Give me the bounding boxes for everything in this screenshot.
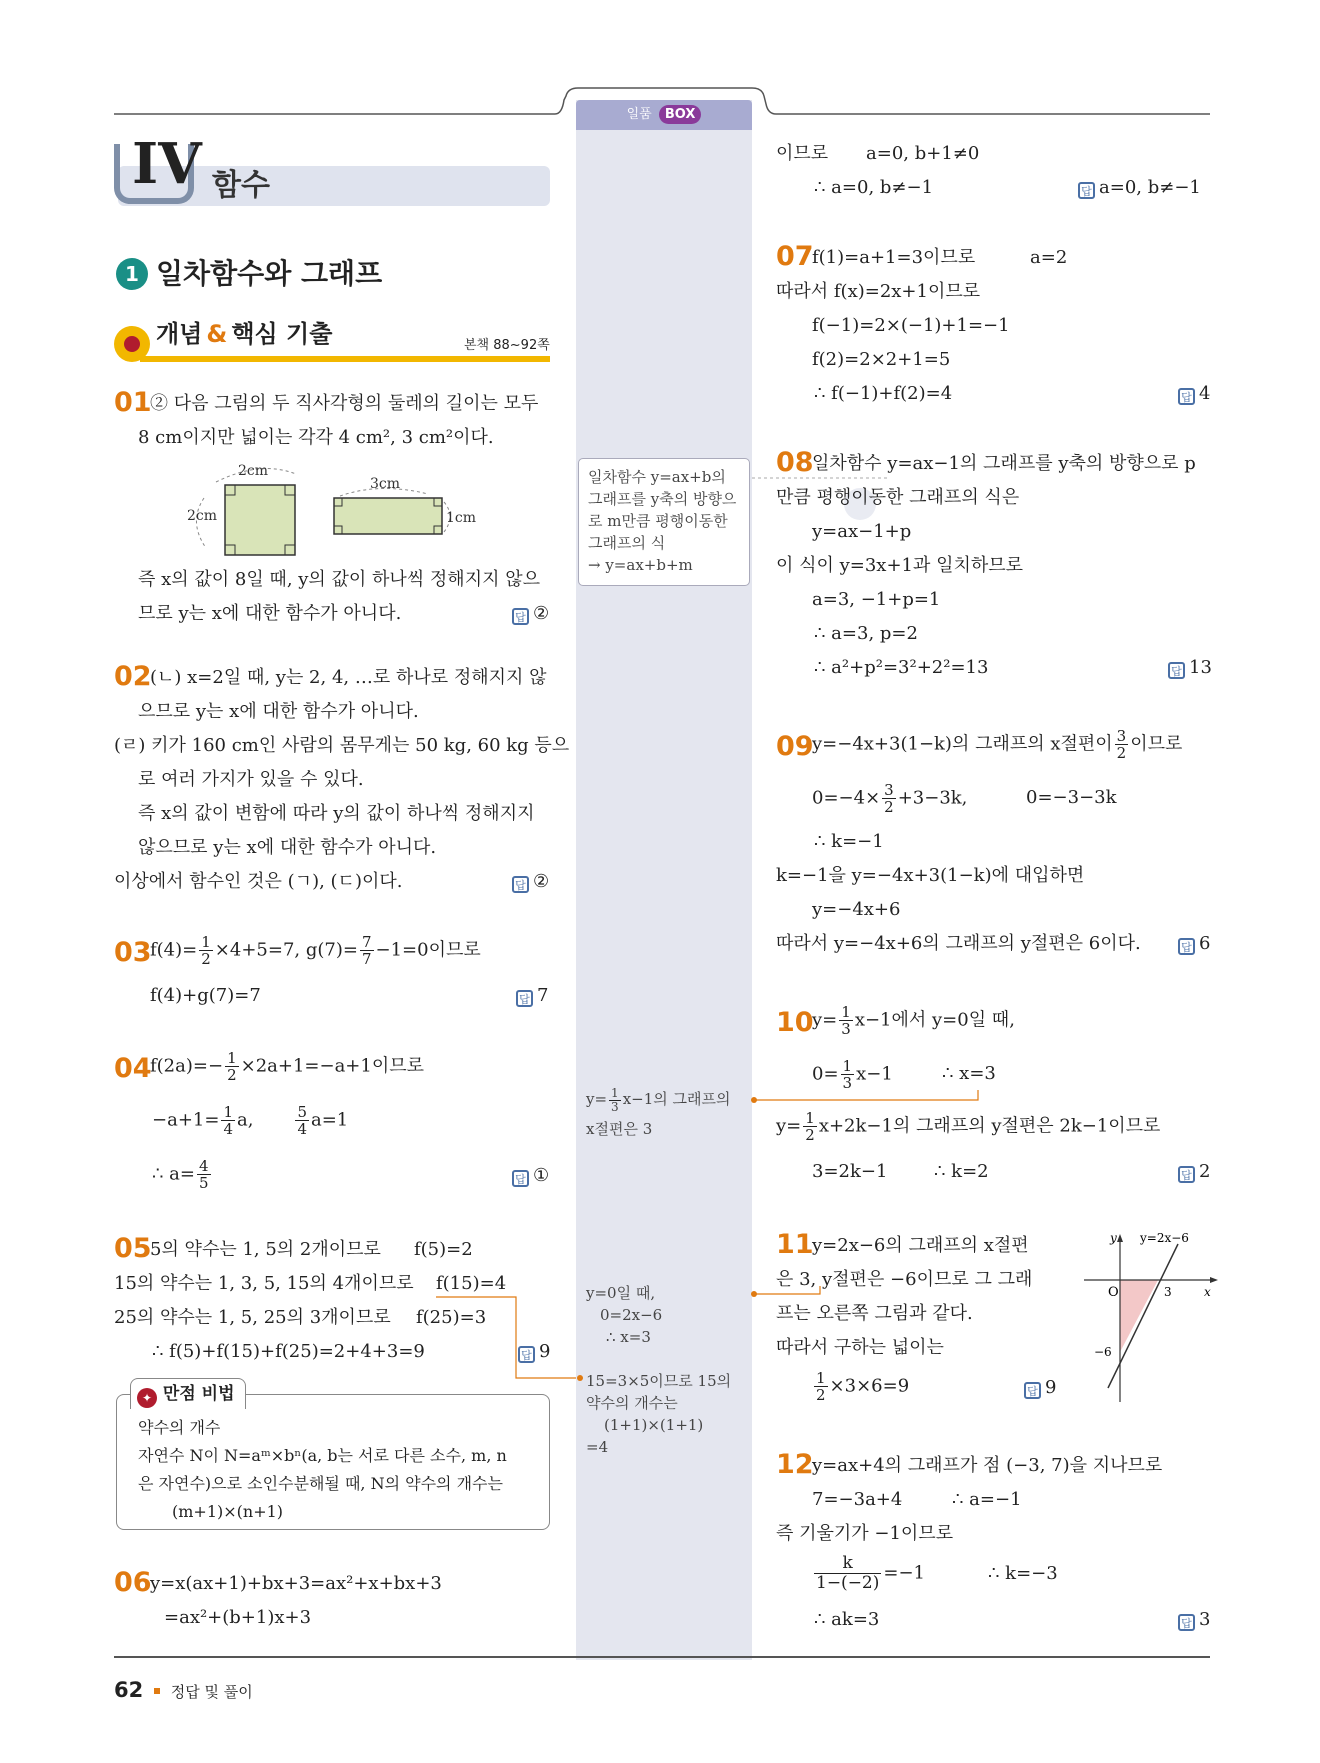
p03-line1: f(4)= $\frac{1}{2}$ ×4+5=7, g(7)= $\frac{7}{7}$ −1=0이므로 <box>150 933 481 968</box>
p10-line4b: ∴ k=2 <box>934 1161 989 1182</box>
graph-x-label: x <box>1204 1285 1211 1299</box>
p02-line7: 이상에서 함수인 것은 (ㄱ), (ㄷ)이다. <box>114 871 403 892</box>
answer-icon: 답 <box>518 1346 535 1363</box>
problem-01-number: 01 <box>114 387 152 418</box>
p10-line2: 0= $\frac{1}{3}$ x−1 <box>812 1057 893 1092</box>
p01-line4: 므로 y는 x에 대한 함수가 아니다. <box>138 603 402 624</box>
problem-07-number: 07 <box>776 241 814 272</box>
side-note-2-line1: y= $\frac{1}{3}$ x−1의 그래프의 <box>586 1085 731 1114</box>
p12-line2b: ∴ a=−1 <box>952 1489 1022 1510</box>
graph-y-label: y <box>1110 1231 1117 1245</box>
problem-05-number: 05 <box>114 1233 152 1264</box>
p12-line3: 즉 기울기가 −1이므로 <box>776 1523 954 1544</box>
p02-line2: 으므로 y는 x에 대한 함수가 아니다. <box>138 701 419 722</box>
r06-line1: 이므로 <box>776 143 829 164</box>
p08-line4: 이 식이 y=3x+1과 일치하므로 <box>776 555 1024 576</box>
side-note-4-line2: 약수의 개수는 <box>586 1394 678 1412</box>
p09-line3: ∴ k=−1 <box>814 831 884 852</box>
fig-label-1cm: 1cm <box>446 510 477 526</box>
fig-label-2cm-left: 2cm <box>187 508 218 524</box>
p10-answer: 답 2 <box>1178 1160 1210 1184</box>
p11-graph <box>1080 1226 1220 1406</box>
subsection-title: 개념 & 핵심 기출 <box>156 320 333 348</box>
problem-02-number: 02 <box>114 661 152 692</box>
footer <box>114 1676 253 1706</box>
p05-line1: 5의 약수는 1, 5의 2개이므로 <box>150 1239 381 1260</box>
p07-answer: 답 4 <box>1178 382 1210 406</box>
p05-line1b: f(5)=2 <box>414 1239 473 1260</box>
r06-line1b: a=0, b+1≠0 <box>866 143 980 164</box>
p05-answer: 답 9 <box>518 1340 550 1364</box>
tip-header: ✦ 만점 비법 <box>130 1378 246 1409</box>
p11-line3: 프는 오른쪽 그림과 같다. <box>776 1303 973 1324</box>
problem-06-number: 06 <box>114 1567 152 1598</box>
p08-line7: ∴ a²+p²=3²+2²=13 <box>814 657 989 678</box>
p09-line1: y=−4x+3(1−k)의 그래프의 x절편이 $\frac{3}{2}$ 이므로 <box>812 727 1183 762</box>
answer-icon: 답 <box>1168 662 1185 679</box>
side-note-4-line1: 15=3×5이므로 15의 <box>586 1372 732 1390</box>
r06-line2: ∴ a=0, b≠−1 <box>814 177 934 198</box>
p10-line1: y= $\frac{1}{3}$ x−1에서 y=0일 때, <box>812 1003 1015 1038</box>
side-note-1-line5: → y=ax+b+m <box>588 556 693 574</box>
page-number: 62 <box>114 1678 144 1702</box>
r06-answer: 답 a=0, b≠−1 <box>1078 176 1201 200</box>
p03-line2: f(4)+g(7)=7 <box>150 985 261 1006</box>
tip-line3: (m+1)×(n+1) <box>172 1502 284 1521</box>
p04-line1: f(2a)=− $\frac{1}{2}$ ×2a+1=−a+1이므로 <box>150 1049 425 1084</box>
answer-icon: 답 <box>1024 1382 1041 1399</box>
side-note-1-line4: 그래프의 식 <box>588 534 666 552</box>
p06-line1: y=x(ax+1)+bx+3=ax²+x+bx+3 <box>150 1573 442 1594</box>
p05-line3b: f(25)=3 <box>416 1307 487 1328</box>
chapter-roman: IV <box>132 131 202 197</box>
p12-answer: 답 3 <box>1178 1608 1210 1632</box>
answer-icon: 답 <box>516 990 533 1007</box>
p09-line4: k=−1을 y=−4x+3(1−k)에 대입하면 <box>776 865 1085 886</box>
p10-line3: y= $\frac{1}{2}$ x+2k−1의 그래프의 y절편은 2k−1이므로 <box>776 1109 1161 1144</box>
p05-line4: ∴ f(5)+f(15)+f(25)=2+4+3=9 <box>152 1341 425 1362</box>
p05-line2: 15의 약수는 1, 3, 5, 15의 4개이므로 <box>114 1273 414 1294</box>
problem-11-number: 11 <box>776 1229 814 1260</box>
footer-bullet <box>154 1688 160 1694</box>
p07-line1: f(1)=a+1=3이므로 <box>812 247 976 268</box>
box-header: 일품 BOX <box>576 100 752 130</box>
side-note-1-line1: 일차함수 y=ax+b의 <box>588 468 726 486</box>
tip-subtitle: 약수의 개수 <box>138 1418 221 1437</box>
p11-line1: y=2x−6의 그래프의 x절편 <box>812 1235 1029 1256</box>
p09-line2: 0=−4× $\frac{3}{2}$ +3−3k, <box>812 781 968 816</box>
p09-line5: y=−4x+6 <box>812 899 901 920</box>
answer-icon: 답 <box>1178 938 1195 955</box>
p02-line5: 즉 x의 값이 변함에 따라 y의 값이 하나씩 정해지지 <box>138 803 535 824</box>
p10-line2c: ∴ x=3 <box>942 1063 996 1084</box>
problem-10-number: 10 <box>776 1007 814 1038</box>
p04-line3: ∴ a= $\frac{4}{5}$ <box>152 1157 209 1192</box>
p02-line1: (ㄴ) x=2일 때, y는 2, 4, …로 하나로 정해지지 않 <box>150 667 547 688</box>
answer-icon: 답 <box>1178 388 1195 405</box>
p02-line3: (ㄹ) 키가 160 cm인 사람의 몸무게는 50 kg, 60 kg 등으 <box>114 735 570 756</box>
p11-answer: 답 9 <box>1024 1376 1056 1400</box>
p02-answer: 답 ② <box>512 870 549 894</box>
side-note-4-line4: =4 <box>586 1438 609 1456</box>
answer-icon: 답 <box>512 876 529 893</box>
p07-line3: f(−1)=2×(−1)+1=−1 <box>812 315 1010 336</box>
graph-origin-label: O <box>1108 1285 1119 1300</box>
chapter-title: 함수 <box>212 168 270 203</box>
p03-answer: 답 7 <box>516 984 548 1008</box>
p04-line2: −a+1= $\frac{1}{4}$ a, $\frac{5}{4}$ a=1 <box>152 1103 349 1138</box>
footer-title: 정답 및 풀이 <box>170 1683 253 1701</box>
section-number: 1 <box>116 258 148 290</box>
p08-answer: 답 13 <box>1168 656 1212 680</box>
tip-line1: 자연수 N이 N=aᵐ×bⁿ(a, b는 서로 다른 소수, m, n <box>138 1446 507 1465</box>
box-badge: BOX <box>659 105 702 124</box>
p04-answer: 답 ① <box>512 1164 549 1188</box>
p11-line2: 은 3, y절편은 −6이므로 그 그래 <box>776 1269 1033 1290</box>
p12-line4c: ∴ k=−3 <box>988 1563 1058 1584</box>
p12-line4: $\frac{k}{1-(-2)}$ =−1 <box>816 1553 926 1593</box>
p08-line5: a=3, −1+p=1 <box>812 589 941 610</box>
graph-y-intercept-label: −6 <box>1094 1345 1112 1359</box>
answer-icon: 답 <box>512 1170 529 1187</box>
side-note-3-line2: 0=2x−6 <box>600 1306 663 1324</box>
p01-line1: ② 다음 그림의 두 직사각형의 둘레의 길이는 모두 <box>150 393 539 414</box>
p07-line1b: a=2 <box>1030 247 1068 268</box>
problem-04-number: 04 <box>114 1053 152 1084</box>
p07-line2: 따라서 f(x)=2x+1이므로 <box>776 281 981 302</box>
answer-icon: 답 <box>1078 182 1095 199</box>
p09-answer: 답 6 <box>1178 932 1210 956</box>
p12-line5: ∴ ak=3 <box>814 1609 880 1630</box>
p02-line6: 않으므로 y는 x에 대한 함수가 아니다. <box>138 837 437 858</box>
p09-line2c: 0=−3−3k <box>1026 787 1117 808</box>
problem-09-number: 09 <box>776 731 814 762</box>
p05-line2b: f(15)=4 <box>436 1273 507 1294</box>
side-note-2-line2: x절편은 3 <box>586 1120 653 1138</box>
graph-equation-label: y=2x−6 <box>1140 1231 1189 1245</box>
p07-line4: f(2)=2×2+1=5 <box>812 349 951 370</box>
problem-12-number: 12 <box>776 1449 814 1480</box>
p05-line3: 25의 약수는 1, 5, 25의 3개이므로 <box>114 1307 391 1328</box>
side-note-3-line3: ∴ x=3 <box>606 1328 651 1346</box>
tip-line2: 은 자연수)으로 소인수분해될 때, N의 약수의 개수는 <box>138 1474 503 1493</box>
bottom-rule <box>114 1656 1210 1658</box>
p07-line5: ∴ f(−1)+f(2)=4 <box>814 383 953 404</box>
problem-03-number: 03 <box>114 937 152 968</box>
p12-line2: 7=−3a+4 <box>812 1489 903 1510</box>
p01-line2: 8 cm이지만 넓이는 각각 4 cm², 3 cm²이다. <box>138 427 494 448</box>
p02-line4: 로 여러 가지가 있을 수 있다. <box>138 769 364 790</box>
p11-line5: $\frac{1}{2}$ ×3×6=9 <box>816 1369 910 1404</box>
side-note-1-line2: 그래프를 y축의 방향으 <box>588 490 737 508</box>
p06-line2: =ax²+(b+1)x+3 <box>164 1607 312 1628</box>
side-note-1-line3: 로 m만큼 평행이동한 <box>588 512 728 530</box>
p08-line3: y=ax−1+p <box>812 521 912 542</box>
lightbulb-icon: ✦ <box>137 1388 157 1408</box>
side-note-3-line1: y=0일 때, <box>586 1284 656 1302</box>
subsection-ref: 본책 88~92쪽 <box>464 338 550 353</box>
answer-icon: 답 <box>1178 1614 1195 1631</box>
fig-label-2cm-top: 2cm <box>238 463 269 479</box>
p08-line6: ∴ a=3, p=2 <box>814 623 918 644</box>
p08-line2: 만큼 평행이동한 그래프의 식은 <box>776 487 1020 508</box>
answer-icon: 답 <box>1178 1166 1195 1183</box>
p12-line1: y=ax+4의 그래프가 점 (−3, 7)을 지나므로 <box>812 1455 1163 1476</box>
section-title: 일차함수와 그래프 <box>156 257 383 290</box>
graph-x-intercept-label: 3 <box>1164 1285 1172 1299</box>
p01-answer: 답 ② <box>512 602 549 626</box>
p11-line4: 따라서 구하는 넓이는 <box>776 1337 944 1358</box>
fig-label-3cm: 3cm <box>370 476 401 492</box>
p01-line3: 즉 x의 값이 8일 때, y의 값이 하나씩 정해지지 않으 <box>138 569 540 590</box>
side-note-4-line3: (1+1)×(1+1) <box>604 1416 704 1434</box>
p10-line4: 3=2k−1 <box>812 1161 888 1182</box>
answer-icon: 답 <box>512 608 529 625</box>
p08-line1: 일차함수 y=ax−1의 그래프를 y축의 방향으로 p <box>812 453 1196 474</box>
p09-line6: 따라서 y=−4x+6의 그래프의 y절편은 6이다. <box>776 933 1141 954</box>
problem-08-number: 08 <box>776 447 814 478</box>
